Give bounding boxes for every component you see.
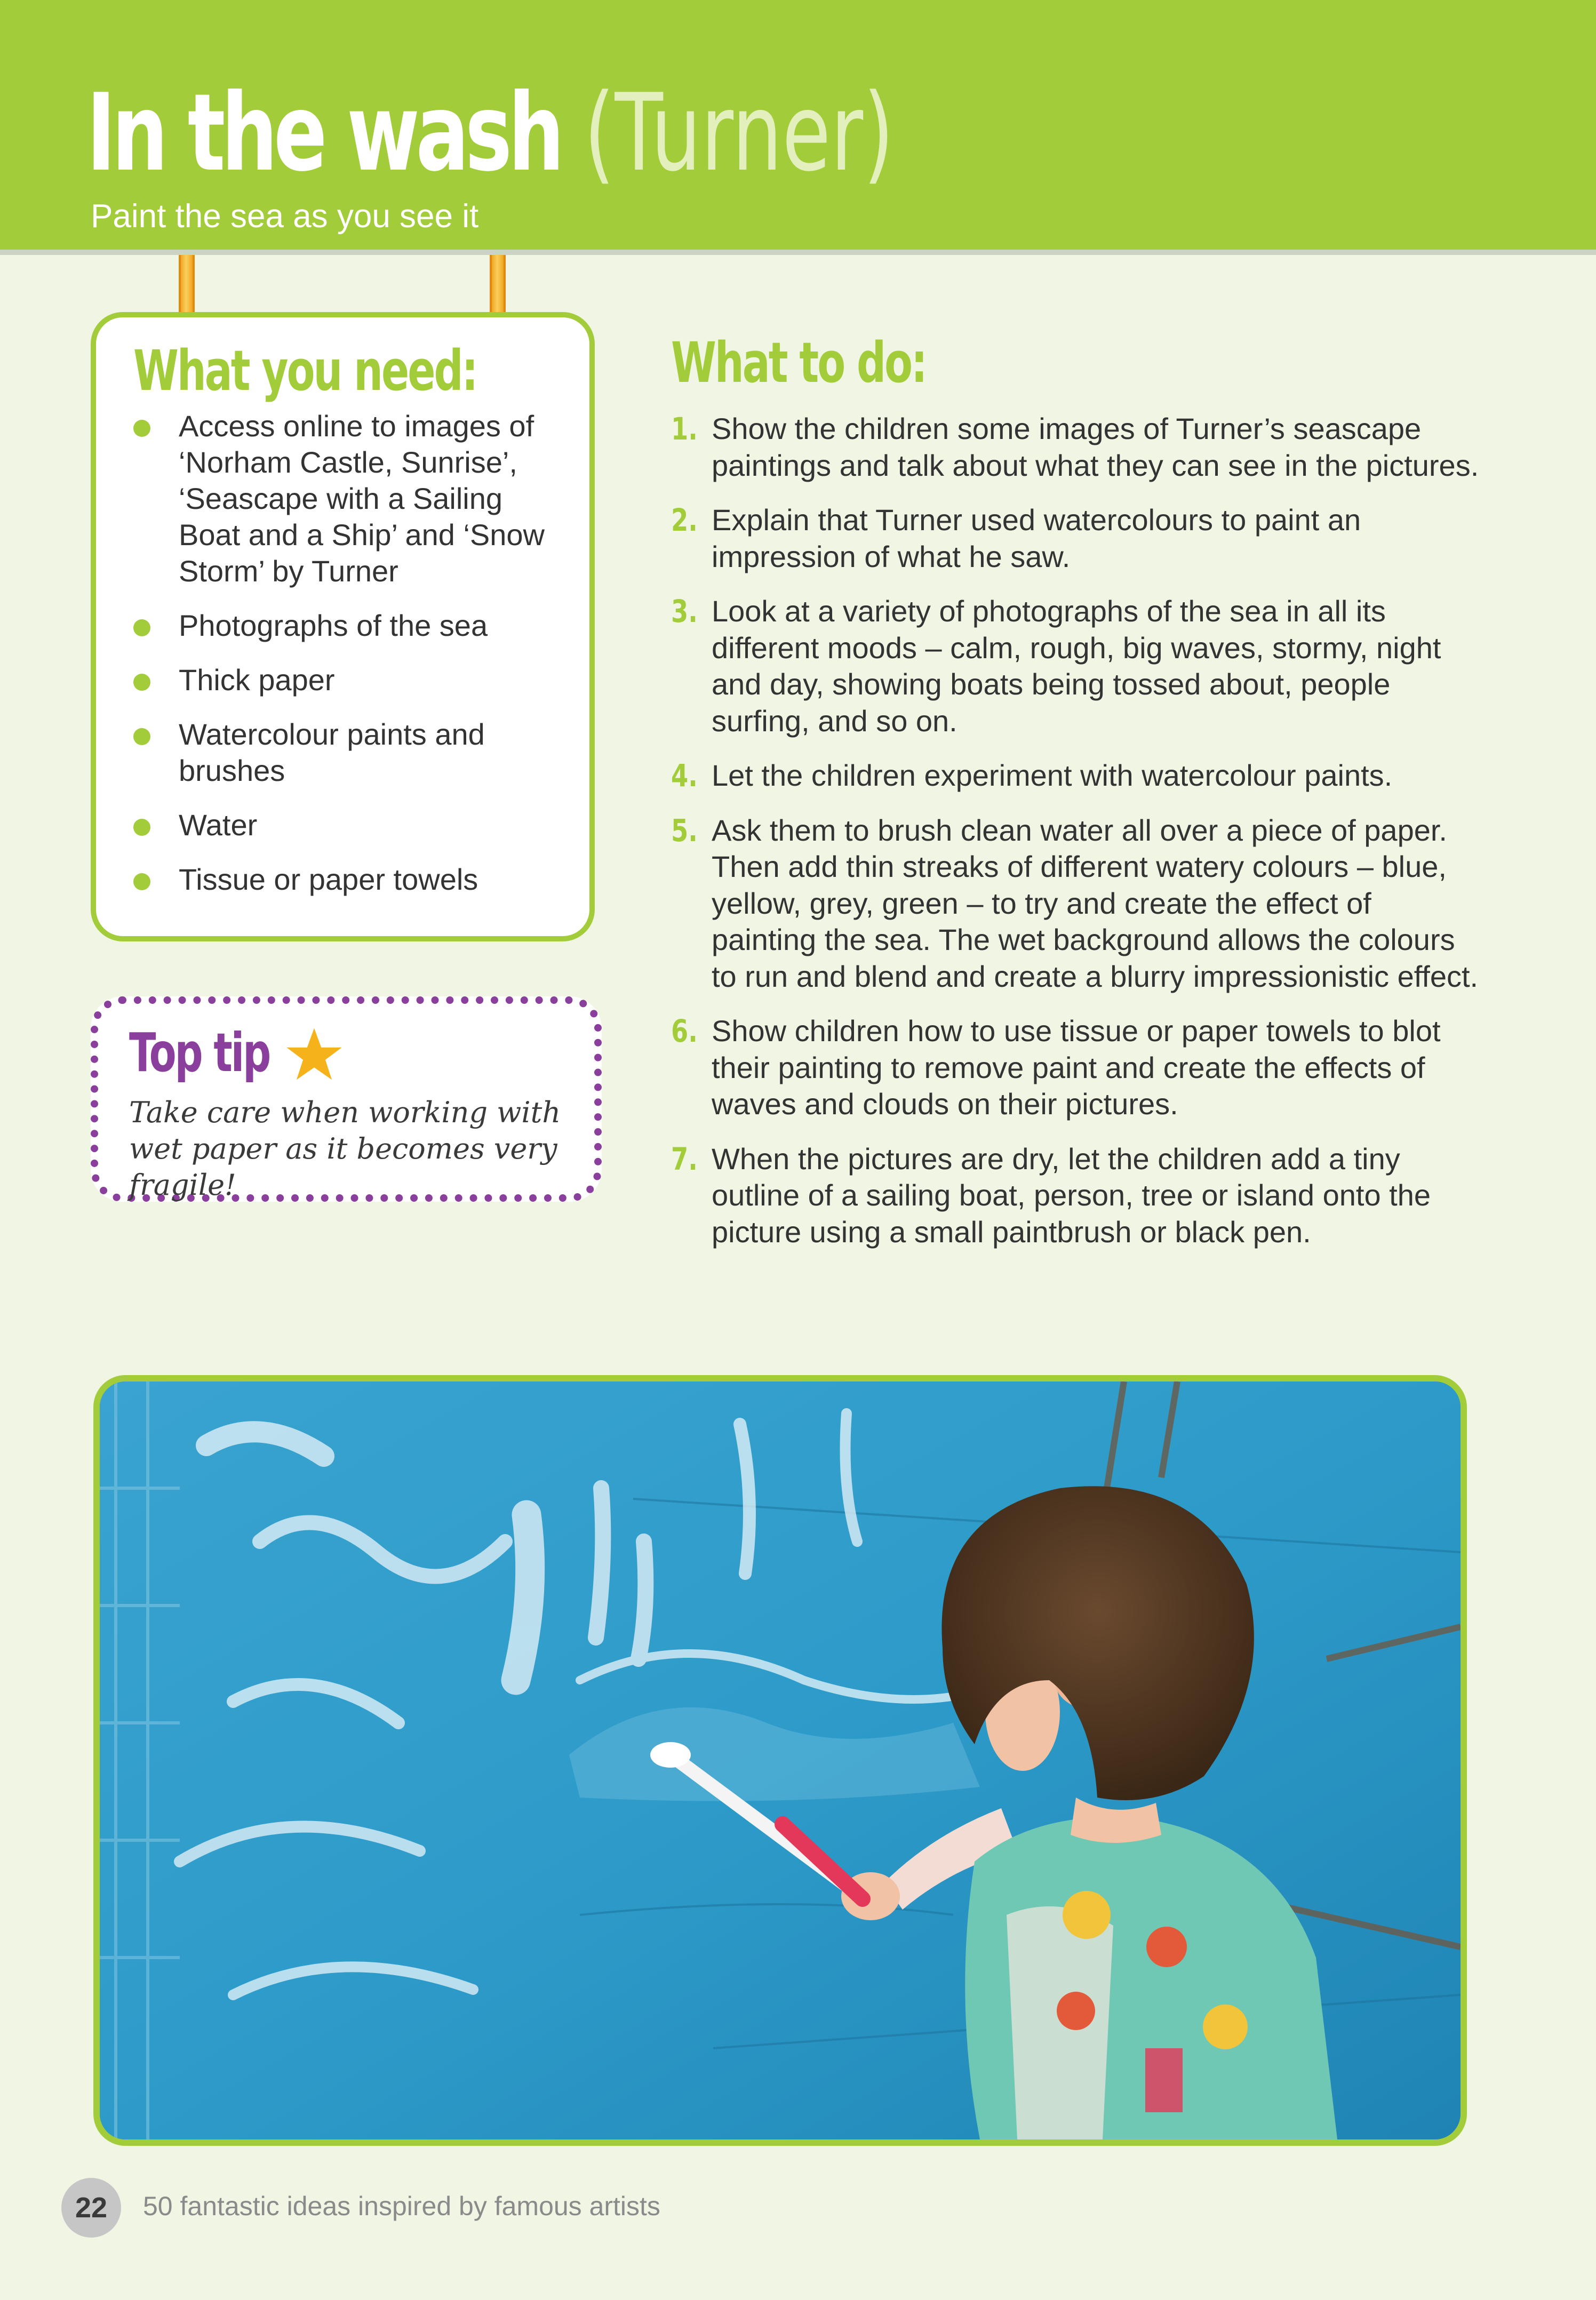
list-item-text: Watercolour paints and brushes (179, 717, 485, 787)
step-item (671, 1013, 1482, 1123)
step-number: 3. (671, 593, 698, 629)
step-text: Look at a variety of photographs of the sea in all its different moods – calm, rough, big waves, stormy, night and day, showing boats being tossed about, people surfing, and so on. (712, 594, 1441, 738)
bullet-icon (133, 728, 150, 745)
step-item (671, 502, 1482, 575)
step-text: Ask them to brush clean water all over a piece of paper. Then add thin streaks of different watery colours – blue, yellow, grey, green – to try and create the effect of painting the sea. The wet background allows the colours to run and blend and create a blurry impressionistic effect. (712, 813, 1479, 993)
footer-book-title: 50 fantastic ideas inspired by famous artists (143, 2191, 660, 2221)
step-text: When the pictures are dry, let the children add a tiny outline of a sailing boat, person, tree or island onto the picture using a small paintbrush or black pen. (712, 1141, 1431, 1249)
photo-illustration (100, 1381, 1461, 2139)
step-text: Show children how to use tissue or paper towels to blot their painting to remove paint and create the effects of waves and clouds on their pictures. (712, 1014, 1441, 1121)
what-to-do-list (671, 411, 1482, 1268)
list-item-text: Photographs of the sea (179, 609, 488, 642)
bullet-icon (133, 819, 150, 836)
step-number: 2. (671, 502, 698, 538)
step-number: 5. (671, 812, 698, 849)
list-item (96, 608, 589, 644)
top-tip-text: Take care when working with wet paper as it becomes very fragile! (129, 1096, 561, 1202)
step-number: 7. (671, 1140, 698, 1177)
step-item (671, 593, 1482, 739)
top-tip-box (91, 996, 602, 1202)
page-subtitle: Paint the sea as you see it (91, 198, 479, 235)
list-item (96, 861, 589, 898)
what-to-do-heading: What to do: (671, 330, 926, 395)
page-title-main: In the wash (86, 71, 561, 195)
page-number: 22 (61, 2178, 121, 2238)
step-item (671, 757, 1482, 794)
header-band (0, 0, 1596, 250)
top-tip-heading: Top tip (129, 1021, 270, 1084)
header-divider (0, 250, 1596, 255)
step-text: Let the children experiment with watercolour paints. (712, 758, 1393, 792)
list-item (96, 716, 589, 789)
step-number: 4. (671, 757, 698, 794)
activity-photo (93, 1375, 1467, 2146)
bullet-icon (133, 674, 150, 691)
step-text: Show the children some images of Turner’s seascape paintings and talk about what they can see in the pictures. (712, 412, 1479, 482)
what-you-need-list (96, 408, 589, 916)
step-number: 6. (671, 1013, 698, 1049)
list-item (96, 408, 589, 589)
hanger-left (179, 255, 195, 314)
step-item (671, 411, 1482, 484)
list-item-text: Thick paper (179, 663, 335, 697)
what-you-need-box (91, 312, 595, 941)
bullet-icon (133, 420, 150, 437)
star-icon (285, 1025, 344, 1084)
list-item-text: Water (179, 808, 258, 842)
list-item-text: Access online to images of ‘Norham Castle, Sunrise’, ‘Seascape with a Sailing Boat and a Ship’ and ‘Snow Storm’ by Turner (179, 409, 545, 588)
page-title (86, 71, 894, 195)
bullet-icon (133, 873, 150, 890)
what-you-need-heading: What you need: (133, 338, 477, 403)
step-item (671, 1141, 1482, 1251)
page-title-artist: (Turner) (584, 71, 894, 195)
step-item (671, 812, 1482, 995)
list-item (96, 807, 589, 843)
list-item-text: Tissue or paper towels (179, 862, 478, 896)
list-item (96, 662, 589, 698)
step-number: 1. (671, 411, 698, 447)
bullet-icon (133, 619, 150, 636)
hanger-right (490, 255, 506, 314)
step-text: Explain that Turner used watercolours to paint an impression of what he saw. (712, 503, 1361, 573)
